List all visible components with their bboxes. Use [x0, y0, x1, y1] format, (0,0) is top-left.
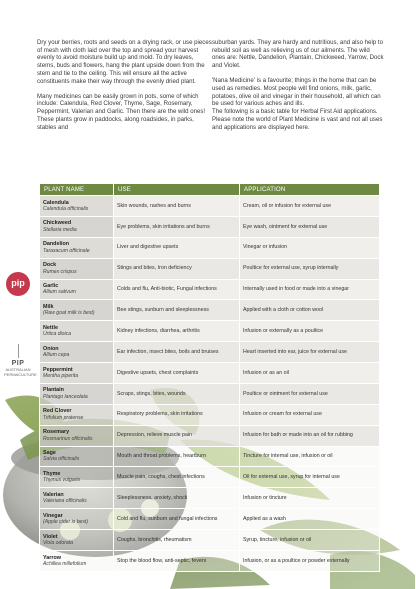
table-row [40, 237, 380, 258]
application-cell: Applied with a cloth or cotton wool [240, 300, 380, 321]
plant-latin-name: Rosmarinus officinalis [43, 435, 93, 442]
plant-cell [40, 321, 114, 342]
use-cell: Stop the blood flow, anti-septic, fevers [114, 550, 240, 571]
paragraph: Many medicines can be easily grown in pots, some of which include: Calendula, Red Clover, Thyme, Sage, Rosemary, Peppermint, Valerian and Garlic. Then there are the wild ones! These plants grow in paddocks, along roadsides, in parks, stables and [37, 92, 206, 131]
plant-cell [40, 258, 114, 279]
use-cell: Bee stings, sunburn and sleeplessness [114, 300, 240, 321]
plant-name: Milk [43, 303, 54, 310]
application-cell: Applied as a wash [240, 509, 380, 530]
table-row [40, 321, 380, 342]
vertical-rule [18, 344, 19, 358]
plant-latin-name: Trifolium pratense [43, 414, 84, 421]
use-cell: Mouth and throat problems, heartburn [114, 446, 240, 467]
table-row [40, 425, 380, 446]
paragraph: suburban yards. They are hardy and nutritious, and also help to rebuild soil as well as relieving us of our ailments. The wild ones are: Nettle, Dandelion, Plantain, Chickweed, Yarrow, Dock and Violet. [212, 39, 384, 70]
application-cell: Syrup, tincture, infusion or oil [240, 530, 380, 551]
plant-latin-name: Calendula officinalis [43, 205, 89, 212]
plant-name: Thyme [43, 470, 61, 477]
use-cell: Digestive upsets, chest complaints [114, 363, 240, 384]
application-cell: Infusion or as an oil [240, 363, 380, 384]
table-row [40, 196, 380, 217]
application-cell: Infusion for bath or made into an oil for rubbing [240, 425, 380, 446]
plant-name: Violet [43, 533, 58, 540]
application-cell: Infusion or externally as a poultice [240, 321, 380, 342]
plant-latin-name: Viola odorata [43, 539, 73, 546]
plant-latin-name: Plantago lanceolata [43, 393, 88, 400]
plant-cell [40, 279, 114, 300]
plant-latin-name: Urtica dioica [43, 331, 72, 338]
application-cell: Infusion or tincture [240, 488, 380, 509]
plant-name: Valerian [43, 491, 64, 498]
use-cell: Colds and flu, Anti-biotic, Fungal infections [114, 279, 240, 300]
use-cell: Cold and flu, sunburn and fungal infections [114, 509, 240, 530]
plant-cell [40, 383, 114, 404]
use-cell: Scraps, stings, bites, wounds [114, 383, 240, 404]
application-cell: Infusion or cream for external use [240, 404, 380, 425]
use-cell: Muscle pain, coughs, chest infections [114, 467, 240, 488]
plant-cell [40, 530, 114, 551]
application-cell: Infusion, or as a poultice or powder externally [240, 550, 380, 571]
plant-name: Chickweed [43, 220, 72, 227]
column-header-plant: PLANT NAME [40, 184, 114, 196]
plant-name: Vinegar [43, 512, 63, 519]
application-cell: Cream, oil or infusion for external use [240, 196, 380, 217]
use-cell: Depression, relieve muscle pain [114, 425, 240, 446]
plant-latin-name: Taraxacum officinale [43, 247, 90, 254]
plant-latin-name: Achillea millefolium [43, 560, 87, 567]
pip-mark-line: AUSTRALIAN [5, 367, 31, 372]
pip-mark-line: PERMACULTURE [4, 371, 37, 377]
paragraph: 'Nana Medicine' is a favourite; things in the home that can be used as remedies. Most people will find onions, milk, garlic, potatoes, olive oil and vinegar in their household, all which can be used for various aches and ills. [212, 77, 381, 108]
plant-latin-name: Salvia officinalis [43, 456, 80, 463]
paragraph: Dry your berries, roots and seeds on a drying rack, or use pieces of mesh with cloth laid over the top and spread your harvest evenly to avoid moisture build up and mold. To dry leaves, stems, buds and flowers, hang the plant upside down from the stem and tie to the ceiling. This will ensure all the active constituents make their way through the evenly dried plant. [37, 39, 212, 85]
plant-name: Garlic [43, 283, 59, 290]
table-row [40, 279, 380, 300]
plant-cell [40, 509, 114, 530]
table-row [40, 550, 380, 571]
paragraph: The following is a basic table for Herbal First Aid applications. [212, 108, 378, 116]
plant-latin-name: (Apple cider is best) [43, 519, 89, 526]
pip-badge-text: pip [11, 278, 25, 288]
plant-latin-name: Allium sativum [43, 289, 76, 296]
table-row [40, 467, 380, 488]
application-cell: Vinegar or infusion [240, 237, 380, 258]
paragraph: Please note the world of Plant Medicine is vast and not all uses and applications are displayed here. [212, 115, 383, 131]
plant-latin-name: (Raw goat milk is best) [43, 310, 95, 317]
use-cell: Stings and bites, Iron deficiency [114, 258, 240, 279]
plant-latin-name: Valeriana officinalis [43, 498, 87, 505]
table-row [40, 446, 380, 467]
plant-cell [40, 446, 114, 467]
table-row [40, 342, 380, 363]
plant-cell [40, 550, 114, 571]
table-row [40, 258, 380, 279]
plant-cell [40, 363, 114, 384]
use-cell: Sleeplessness, anxiety, shock [114, 488, 240, 509]
column-header-use: USE [114, 184, 240, 196]
plant-latin-name: Stellaria media [43, 226, 77, 233]
use-cell: Liver and digestive upsets [114, 237, 240, 258]
plant-cell [40, 404, 114, 425]
plant-name: Rosemary [43, 429, 70, 436]
plant-name: Dock [43, 262, 57, 269]
plant-name: Dandelion [43, 241, 70, 248]
plant-cell [40, 300, 114, 321]
use-cell: Eye problems, skin irritations and burns [114, 216, 240, 237]
plant-latin-name: Allium cepa [43, 352, 70, 359]
use-cell: Ear infection, insect bites, boils and bruises [114, 342, 240, 363]
plant-name: Nettle [43, 324, 58, 331]
use-cell: Skin wounds, rashes and burns [114, 196, 240, 217]
plant-name: Peppermint [43, 366, 73, 373]
use-cell: Coughs, bronchitis, rheumatism [114, 530, 240, 551]
application-cell: Eye wash, ointment for external use [240, 216, 380, 237]
plant-name: Sage [43, 450, 56, 457]
plant-cell [40, 196, 114, 217]
plant-cell [40, 425, 114, 446]
plant-latin-name: Rumex crispus [43, 268, 77, 275]
plant-cell [40, 467, 114, 488]
pip-mark-title: PIP [11, 360, 25, 367]
table-header-row [40, 184, 380, 196]
use-cell: Kidney infections, diarrhea, arthritis [114, 321, 240, 342]
plant-latin-name: Mentha piperita [43, 372, 79, 379]
plant-name: Onion [43, 345, 59, 352]
plant-cell [40, 237, 114, 258]
table-row [40, 530, 380, 551]
plant-cell [40, 488, 114, 509]
table-row [40, 363, 380, 384]
plant-name: Calendula [43, 199, 69, 206]
table-row [40, 383, 380, 404]
text-column-left [37, 39, 213, 139]
plant-cell [40, 216, 114, 237]
application-cell: Heart inserted into ear, juice for external use [240, 342, 380, 363]
table-row [40, 488, 380, 509]
plant-name: Yarrow [43, 554, 61, 561]
text-column-right [212, 39, 384, 139]
use-cell: Respiratory problems, skin irritations [114, 404, 240, 425]
application-cell: Internally used in food or made into a vinegar [240, 279, 380, 300]
application-cell: Tincture for internal use, infusion or oil [240, 446, 380, 467]
pip-side-mark [4, 344, 37, 377]
herbal-first-aid-table [39, 183, 380, 572]
plant-cell [40, 342, 114, 363]
application-cell: Poultice or ointment for external use [240, 383, 380, 404]
table-row [40, 404, 380, 425]
table-row [40, 300, 380, 321]
plant-name: Red Clover [43, 408, 72, 415]
table-row [40, 509, 380, 530]
plant-latin-name: Thymus vulgaris [43, 477, 81, 484]
application-cell: Poultice for external use, syrup internally [240, 258, 380, 279]
plant-name: Plantain [43, 387, 64, 394]
pip-logo-badge [6, 272, 30, 296]
column-header-application: APPLICATION [240, 184, 380, 196]
table-row [40, 216, 380, 237]
application-cell: Oil for external use, syrup for internal use [240, 467, 380, 488]
